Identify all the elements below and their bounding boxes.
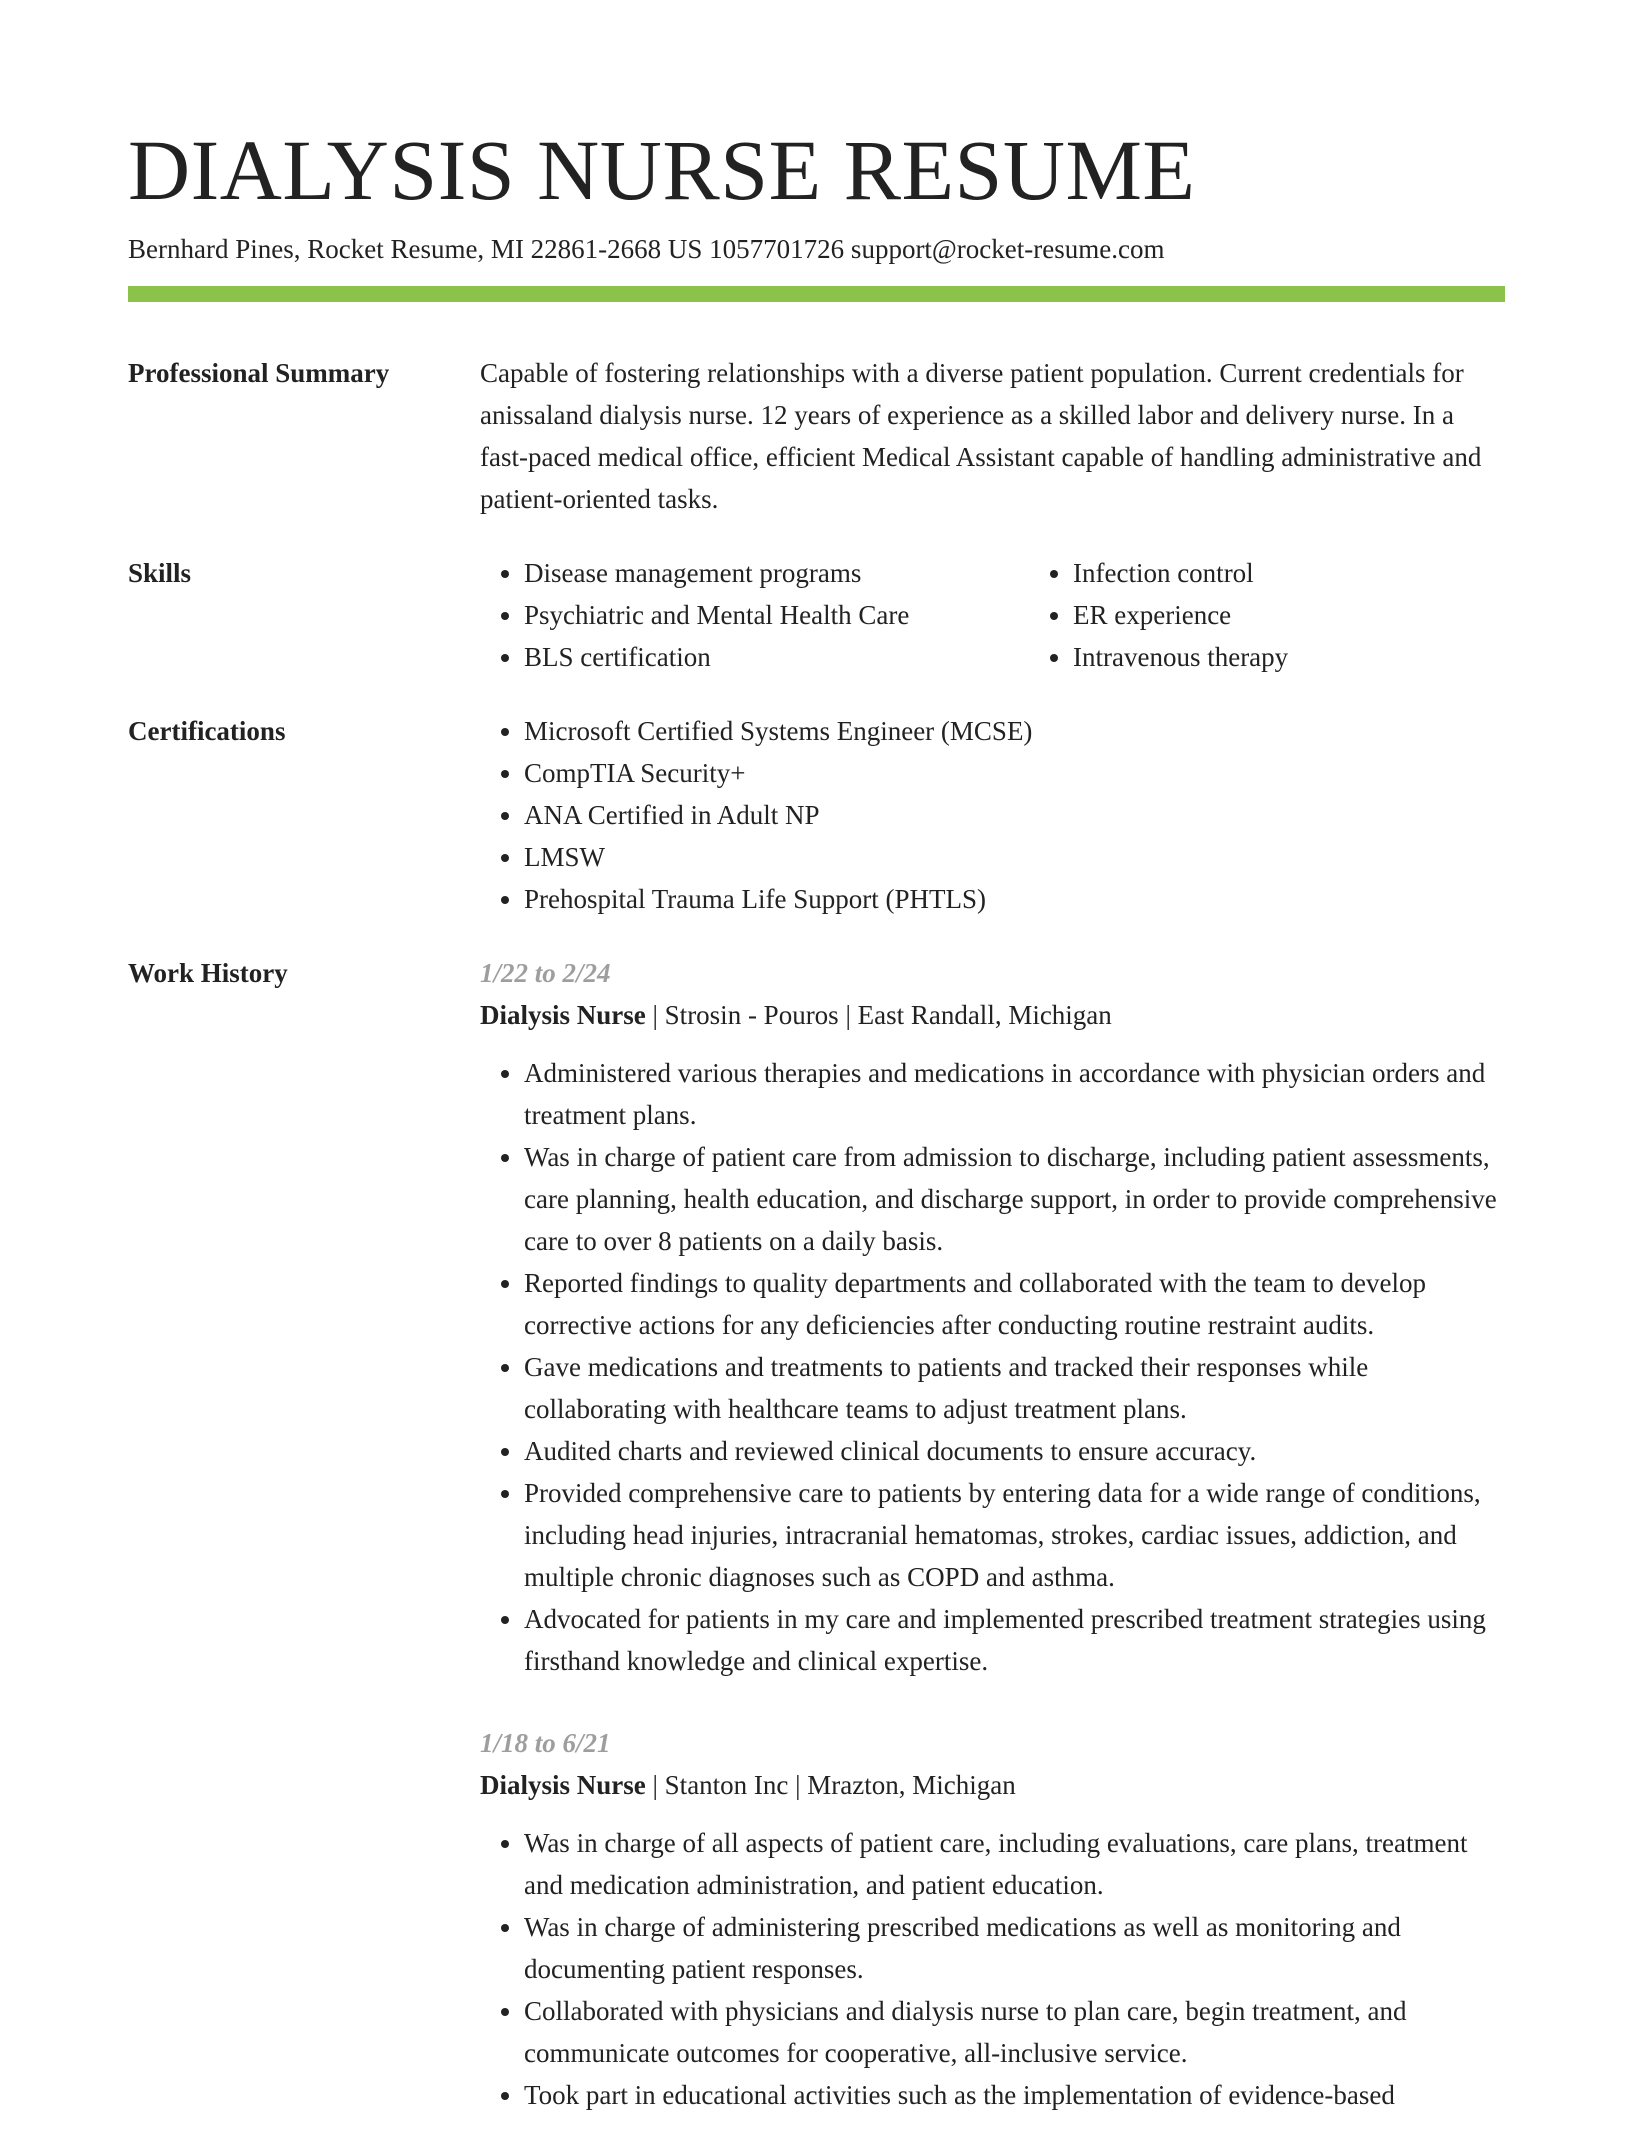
contact-line: Bernhard Pines, Rocket Resume, MI 22861-2668 US 1057701726 support@rocket-resume.com — [128, 234, 1165, 264]
section-label-certifications: Certifications — [128, 716, 286, 746]
skill-item: • ER experience — [1073, 594, 1288, 636]
summary-text: Capable of fostering relationships with a diverse patient population. Current credentials for anissaland dialysis nurse. 12 years of experience as a skilled labor and delivery nurse. In a fast-paced medical office, efficient Medical Assistant capable of handling administrative and patient-oriented tasks. — [480, 358, 1482, 514]
skills-list-col1 — [480, 552, 1029, 678]
job-bullet: • Audited charts and reviewed clinical documents to ensure accuracy. — [524, 1430, 1505, 1472]
job-details: | Stanton Inc | Mrazton, Michigan — [645, 1770, 1016, 1800]
job-bullet: • Was in charge of administering prescribed medications as well as monitoring and documenting patient responses. — [524, 1906, 1505, 1990]
job-bullet: • Provided comprehensive care to patients by entering data for a wide range of conditions, including head injuries, intracranial hematomas, strokes, cardiac issues, addiction, and multiple chronic diagnoses such as COPD and asthma. — [524, 1472, 1505, 1598]
certification-item: • Prehospital Trauma Life Support (PHTLS) — [524, 878, 1505, 920]
skill-item: • Infection control — [1073, 552, 1288, 594]
resume-body — [128, 352, 1505, 2156]
job-title: Dialysis Nurse — [480, 1000, 646, 1030]
section-label-work-history: Work History — [128, 958, 288, 988]
job-bullets — [480, 1052, 1505, 1682]
job-bullets — [480, 1822, 1505, 2116]
certifications-list — [480, 710, 1505, 920]
skill-item: • Disease management programs — [524, 552, 1029, 594]
job-entry — [480, 952, 1505, 1682]
skills-section — [128, 552, 1505, 678]
skill-item: • BLS certification — [524, 636, 1029, 678]
job-dates: 1/22 to 2/24 — [480, 958, 611, 988]
job-title-line — [480, 994, 1505, 1036]
skill-item: • Intravenous therapy — [1073, 636, 1288, 678]
skill-item: • Psychiatric and Mental Health Care — [524, 594, 1029, 636]
job-dates: 1/18 to 6/21 — [480, 1728, 611, 1758]
job-title: Dialysis Nurse — [480, 1770, 646, 1800]
accent-rule — [128, 286, 1505, 302]
job-bullet: • Took part in educational activities such as the implementation of evidence-based — [524, 2074, 1505, 2116]
job-bullet: • Reported findings to quality departments and collaborated with the team to develop corrective actions for any deficiencies after conducting routine restraint audits. — [524, 1262, 1505, 1346]
job-title-line — [480, 1764, 1505, 1806]
certification-item: • ANA Certified in Adult NP — [524, 794, 1505, 836]
job-bullet: • Administered various therapies and medications in accordance with physician orders and treatment plans. — [524, 1052, 1505, 1136]
job-bullet: • Gave medications and treatments to patients and tracked their responses while collaborating with healthcare teams to adjust treatment plans. — [524, 1346, 1505, 1430]
job-details: | Strosin - Pouros | East Randall, Michigan — [645, 1000, 1112, 1030]
certification-item: • CompTIA Security+ — [524, 752, 1505, 794]
section-label-skills: Skills — [128, 558, 192, 588]
job-bullet: • Collaborated with physicians and dialysis nurse to plan care, begin treatment, and communicate outcomes for cooperative, all-inclusive service. — [524, 1990, 1505, 2074]
job-entry — [480, 1722, 1505, 2116]
job-bullet: • Was in charge of patient care from admission to discharge, including patient assessments, care planning, health education, and discharge support, in order to provide comprehensive care to over 8 patients on a daily basis. — [524, 1136, 1505, 1262]
job-bullet: • Advocated for patients in my care and implemented prescribed treatment strategies using firsthand knowledge and clinical expertise. — [524, 1598, 1505, 1682]
section-label-summary: Professional Summary — [128, 358, 390, 388]
certifications-section — [128, 710, 1505, 920]
certification-item: • Microsoft Certified Systems Engineer (MCSE) — [524, 710, 1505, 752]
job-bullet: • Was in charge of all aspects of patient care, including evaluations, care plans, treatment and medication administration, and patient education. — [524, 1822, 1505, 1906]
certification-item: • LMSW — [524, 836, 1505, 878]
resume-title: DIALYSIS NURSE RESUME — [128, 122, 1196, 218]
summary-section — [128, 352, 1505, 520]
work-history-section — [128, 952, 1505, 2156]
skills-list-col2 — [1029, 552, 1288, 678]
resume-page — [128, 120, 1505, 2156]
